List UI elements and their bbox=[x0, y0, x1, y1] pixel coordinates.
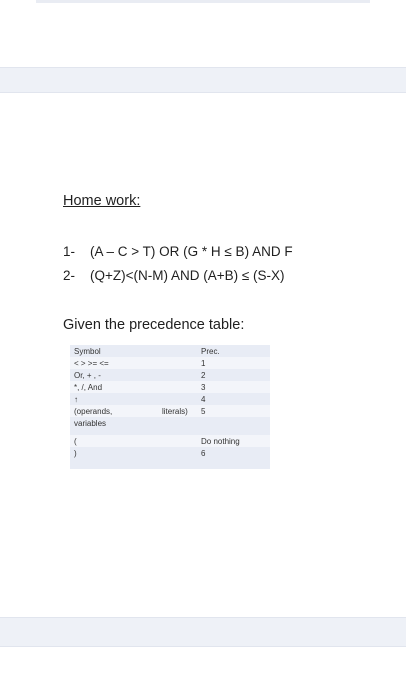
problem-2-number: 2- bbox=[63, 268, 76, 283]
page-separator-bottom bbox=[0, 617, 406, 647]
problem-1 bbox=[63, 244, 293, 259]
row-symbol: Or, + , - bbox=[74, 371, 101, 380]
header-symbol: Symbol bbox=[74, 347, 101, 356]
header-prec: Prec. bbox=[201, 347, 220, 356]
row-prec: 5 bbox=[201, 407, 206, 416]
row-prec: 2 bbox=[201, 371, 206, 380]
problem-2-expression: (Q+Z)<(N-M) AND (A+B) ≤ (S-X) bbox=[90, 268, 285, 283]
row-prec: 3 bbox=[201, 383, 206, 392]
given-precedence-text: Given the precedence table: bbox=[63, 317, 245, 333]
top-divider bbox=[36, 0, 370, 3]
table-row bbox=[70, 447, 270, 459]
table-row bbox=[70, 369, 270, 381]
row-prec: 4 bbox=[201, 395, 206, 404]
problem-1-number: 1- bbox=[63, 244, 76, 259]
table-row bbox=[70, 435, 270, 447]
table-row bbox=[70, 393, 270, 405]
table-row bbox=[70, 405, 270, 417]
row-symbol: (operands, bbox=[74, 407, 113, 416]
row-symbol: variables bbox=[74, 419, 107, 428]
row-symbol: ) bbox=[74, 449, 77, 458]
row-symbol: *, /, And bbox=[74, 383, 103, 392]
table-row bbox=[70, 381, 270, 393]
precedence-table bbox=[70, 345, 270, 469]
page-separator-top bbox=[0, 67, 406, 93]
problem-1-expression: (A – C > T) OR (G * H ≤ B) AND F bbox=[90, 244, 293, 259]
row-symbol: < > >= <= bbox=[74, 359, 109, 368]
row-prec: 6 bbox=[201, 449, 206, 458]
homework-title: Home work: bbox=[63, 193, 141, 209]
table-header-row bbox=[70, 345, 270, 357]
row-symbol: ( bbox=[74, 437, 77, 446]
table-row bbox=[70, 357, 270, 369]
row-prec: 1 bbox=[201, 359, 206, 368]
problem-2 bbox=[63, 268, 285, 283]
row-mid: literals) bbox=[162, 407, 188, 416]
row-prec: Do nothing bbox=[201, 437, 240, 446]
row-symbol: ↑ bbox=[74, 395, 78, 404]
table-row bbox=[70, 417, 270, 429]
